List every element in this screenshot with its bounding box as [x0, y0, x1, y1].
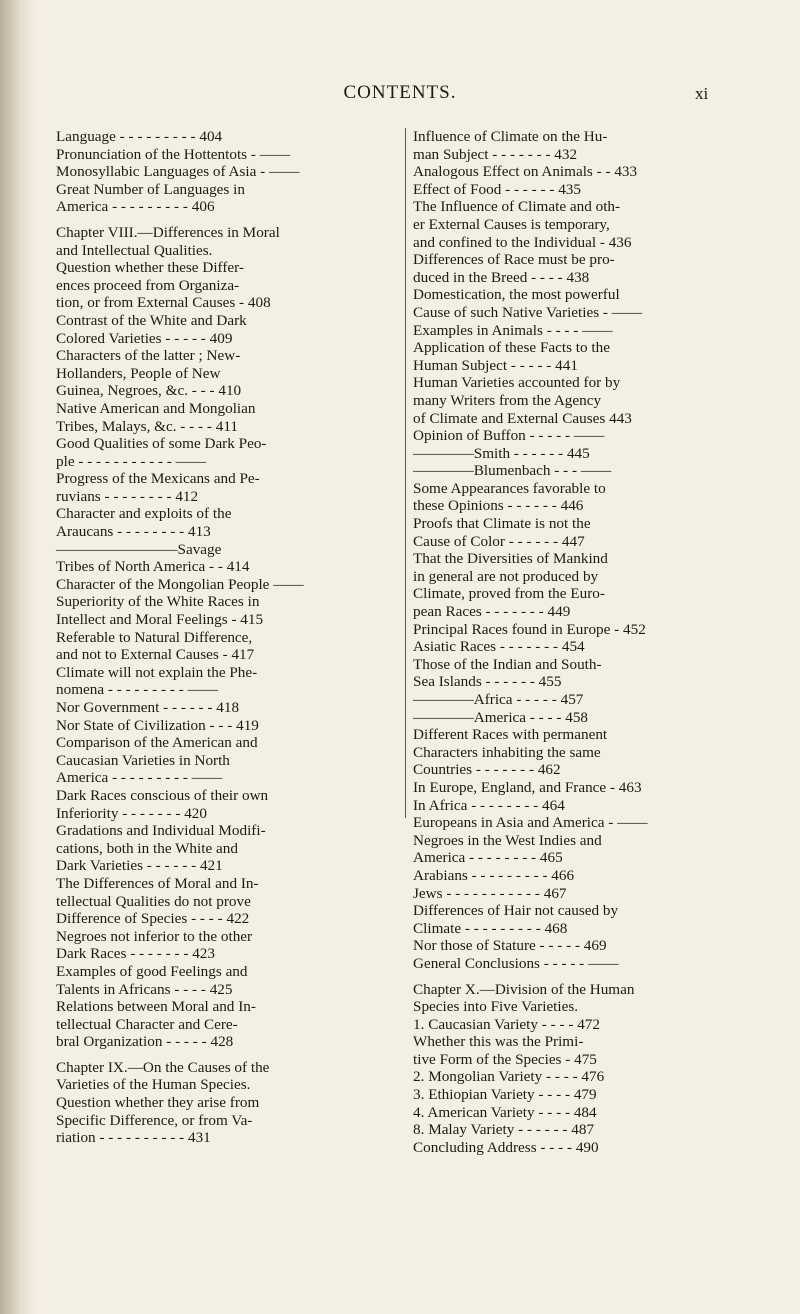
contents-line: Negroes not inferior to the other: [56, 927, 253, 945]
contents-line: Human Varieties accounted for by: [413, 374, 621, 392]
contents-line: pean Races - - - - - - - 449: [413, 603, 571, 621]
contents-line: The Influence of Climate and oth-: [413, 198, 621, 216]
contents-line: Caucasian Varieties in North: [56, 751, 230, 769]
contents-line: America - - - - - - - - - ——: [56, 769, 223, 787]
page-title: CONTENTS.: [343, 82, 457, 103]
contents-line: Contrast of the White and Dark: [56, 311, 247, 329]
contents-line: Monosyllabic Languages of Asia - ——: [56, 163, 300, 181]
contents-line: Principal Races found in Europe - 452: [413, 620, 646, 638]
contents-line: in general are not produced by: [413, 567, 599, 585]
contents-line: Talents in Africans - - - - 425: [56, 980, 233, 998]
contents-line: tellectual Qualities do not prove: [56, 892, 251, 910]
contents-line: Whether this was the Primi-: [413, 1033, 584, 1051]
contents-line: tellectual Character and Cere-: [56, 1015, 238, 1033]
contents-line: Tribes, Malays, &c. - - - - 411: [56, 417, 238, 435]
contents-line: ————Blumenbach - - - ——: [413, 462, 612, 480]
contents-line: Negroes in the West Indies and: [413, 831, 602, 849]
contents-line: Gradations and Individual Modifi-: [56, 822, 266, 840]
contents-line: Tribes of North America - - 414: [56, 558, 250, 576]
contents-line: Difference of Species - - - - 422: [56, 910, 250, 928]
contents-line: Some Appearances favorable to: [413, 479, 606, 497]
contents-line: Nor those of Stature - - - - - 469: [413, 937, 607, 955]
contents-line: Human Subject - - - - - 441: [413, 356, 578, 374]
right-column: [413, 128, 765, 1156]
contents-line: The Differences of Moral and In-: [56, 874, 259, 892]
contents-line: Araucans - - - - - - - - 413: [56, 523, 211, 541]
contents-line: Colored Varieties - - - - - 409: [56, 329, 233, 347]
contents-line: Question whether these Differ-: [56, 259, 244, 277]
contents-line: ruvians - - - - - - - - 412: [56, 487, 199, 505]
contents-line: Chapter IX.—On the Causes of the: [56, 1058, 270, 1076]
contents-line: Those of the Indian and South-: [413, 655, 602, 673]
contents-line: Dark Races conscious of their own: [56, 786, 269, 804]
contents-line: and not to External Causes - 417: [56, 646, 255, 664]
contents-line: duced in the Breed - - - - 438: [413, 268, 590, 286]
contents-line: Inferiority - - - - - - - 420: [56, 804, 207, 822]
contents-line: tive Form of the Species - 475: [413, 1050, 597, 1068]
contents-line: and confined to the Individual - 436: [413, 233, 632, 251]
contents-line: Intellect and Moral Feelings - 415: [56, 611, 264, 629]
contents-line: 4. American Variety - - - - 484: [413, 1103, 597, 1121]
contents-line: Good Qualities of some Dark Peo-: [56, 435, 267, 453]
contents-line: cations, both in the White and: [56, 839, 238, 857]
contents-line: Application of these Facts to the: [413, 339, 610, 357]
contents-line: ————America - - - - 458: [413, 708, 589, 726]
contents-line: Chapter VIII.—Differences in Moral: [56, 223, 280, 241]
contents-line: Native American and Mongolian: [56, 399, 256, 417]
contents-line: ————Smith - - - - - - 445: [413, 444, 590, 462]
contents-line: Cause of Color - - - - - - 447: [413, 532, 585, 550]
contents-line: America - - - - - - - - - 406: [56, 198, 215, 216]
contents-line: Climate will not explain the Phe-: [56, 663, 258, 681]
contents-line: Examples in Animals - - - - ——: [413, 321, 613, 339]
contents-line: Sea Islands - - - - - - 455: [413, 673, 562, 691]
contents-line: Guinea, Negroes, &c. - - - 410: [56, 382, 242, 400]
contents-line: Europeans in Asia and America - ——: [413, 814, 648, 832]
contents-line: Question whether they arise from: [56, 1094, 260, 1112]
contents-line: Countries - - - - - - - 462: [413, 761, 561, 779]
contents-line: Differences of Race must be pro-: [413, 251, 615, 269]
contents-line: America - - - - - - - - 465: [413, 849, 563, 867]
contents-line: ple - - - - - - - - - - - ——: [56, 452, 207, 470]
contents-line: Proofs that Climate is not the: [413, 515, 591, 533]
contents-line: 2. Mongolian Variety - - - - 476: [413, 1068, 605, 1086]
contents-line: Different Races with permanent: [413, 726, 608, 744]
contents-line: Differences of Hair not caused by: [413, 902, 619, 920]
contents-line: riation - - - - - - - - - - 431: [56, 1129, 211, 1147]
contents-line: Specific Difference, or from Va-: [56, 1111, 253, 1129]
contents-line: Characters inhabiting the same: [413, 743, 601, 761]
contents-line: many Writers from the Agency: [413, 391, 602, 409]
contents-line: Hollanders, People of New: [56, 364, 221, 382]
contents-line: and Intellectual Qualities.: [56, 241, 213, 259]
contents-line: er External Causes is temporary,: [413, 215, 610, 233]
contents-line: nomena - - - - - - - - - ——: [56, 681, 218, 699]
contents-line: Character of the Mongolian People ——: [56, 575, 304, 593]
contents-line: Characters of the latter ; New-: [56, 347, 241, 365]
contents-line: Great Number of Languages in: [56, 180, 245, 198]
contents-line: Jews - - - - - - - - - - - 467: [413, 884, 567, 902]
contents-line: Opinion of Buffon - - - - - ——: [413, 427, 605, 445]
contents-line: Nor State of Civilization - - - 419: [56, 716, 259, 734]
contents-line: Examples of good Feelings and: [56, 962, 248, 980]
contents-line: In Africa - - - - - - - - 464: [413, 796, 565, 814]
contents-line: That the Diversities of Mankind: [413, 550, 608, 568]
contents-line: Dark Races - - - - - - - 423: [56, 945, 215, 963]
contents-line: Species into Five Varieties.: [413, 998, 579, 1016]
contents-line: man Subject - - - - - - - 432: [413, 145, 578, 163]
page-number: xi: [695, 84, 709, 103]
contents-line: Character and exploits of the: [56, 505, 232, 523]
spine-shadow: [0, 0, 36, 1314]
contents-line: 3. Ethiopian Variety - - - - 479: [413, 1086, 597, 1104]
contents-line: ences proceed from Organiza-: [56, 276, 240, 294]
contents-line: 8. Malay Variety - - - - - - 487: [413, 1121, 595, 1139]
contents-line: Arabians - - - - - - - - - 466: [413, 866, 575, 884]
contents-line: ————Africa - - - - - 457: [413, 691, 584, 708]
contents-line: Varieties of the Human Species.: [56, 1076, 251, 1094]
contents-line: these Opinions - - - - - - 446: [413, 497, 584, 515]
contents-line: In Europe, England, and France - 463: [413, 778, 642, 796]
contents-line: ————————Savage: [56, 540, 222, 558]
contents-line: Comparison of the American and: [56, 734, 258, 752]
contents-line: Nor Government - - - - - - 418: [56, 699, 240, 716]
contents-line: Climate, proved from the Euro-: [413, 585, 605, 603]
contents-line: General Conclusions - - - - - ——: [413, 954, 619, 972]
contents-line: 1. Caucasian Variety - - - - 472: [413, 1015, 600, 1033]
contents-line: Chapter X.—Division of the Human: [413, 980, 635, 998]
contents-line: Influence of Climate on the Hu-: [413, 128, 608, 145]
contents-line: Domestication, the most powerful: [413, 286, 620, 304]
contents-line: Relations between Moral and In-: [56, 998, 256, 1016]
contents-line: Progress of the Mexicans and Pe-: [56, 470, 260, 488]
contents-line: Superiority of the White Races in: [56, 593, 260, 611]
contents-line: tion, or from External Causes - 408: [56, 294, 271, 312]
contents-line: Asiatic Races - - - - - - - 454: [413, 638, 585, 656]
column-divider: [405, 128, 406, 818]
contents-line: Effect of Food - - - - - - 435: [413, 180, 581, 198]
contents-line: Dark Varieties - - - - - - 421: [56, 857, 223, 875]
contents-line: Climate - - - - - - - - - 468: [413, 919, 568, 937]
contents-line: Language - - - - - - - - - 404: [56, 128, 223, 145]
contents-line: Concluding Address - - - - 490: [413, 1138, 599, 1156]
contents-line: Referable to Natural Difference,: [56, 628, 253, 646]
left-column: [56, 128, 401, 1147]
contents-line: of Climate and External Causes 443: [413, 409, 632, 427]
contents-line: bral Organization - - - - - 428: [56, 1033, 234, 1051]
contents-line: Cause of such Native Varieties - ——: [413, 303, 643, 321]
contents-line: Pronunciation of the Hottentots - ——: [56, 145, 291, 163]
contents-line: Analogous Effect on Animals - - 433: [413, 163, 638, 181]
